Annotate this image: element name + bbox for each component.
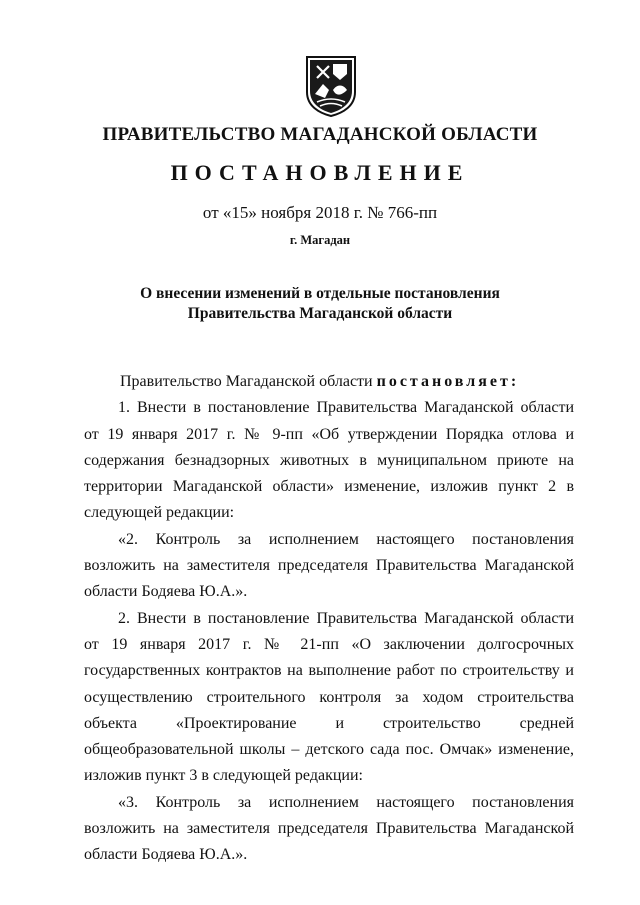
city-line: г. Магадан bbox=[289, 233, 351, 247]
intro-decree-word: постановляет: bbox=[376, 373, 520, 390]
document-body bbox=[84, 369, 574, 869]
subject-line-2: Правительства Магаданской области bbox=[187, 305, 453, 322]
item-1-quote-paragraph: «2. Контроль за исполнением настоящего постановления возложить на заместителя председателя Правительства Магаданской области Бодяева Ю.А.». bbox=[84, 530, 574, 601]
intro-paragraph bbox=[84, 369, 574, 395]
document-subject bbox=[0, 284, 640, 324]
organization-title: ПРАВИТЕЛЬСТВО МАГАДАНСКОЙ ОБЛАСТИ bbox=[102, 124, 538, 145]
date-number-line: от «15» ноября 2018 г. № 766-пп bbox=[202, 203, 438, 222]
document-type-heading: ПОСТАНОВЛЕНИЕ bbox=[170, 160, 470, 185]
item-2-paragraph: 2. Внести в постановление Правительства Магаданской области от 19 января 2017 г. № 21-пп «О заключении долгосрочных государственных контрактов на выполнение работ по строительству и осуществлению строительного контроля за ходом строительства объекта «Проектирование и строительство средней общеобразовательной школы – детского сада пос. Омчак» изменение, изложив пункт 3 в следующей редакции: bbox=[84, 609, 574, 785]
subject-line-1: О внесении изменений в отдельные постановления bbox=[140, 285, 500, 302]
coat-of-arms-icon bbox=[303, 54, 359, 118]
item-1-paragraph: 1. Внести в постановление Правительства Магаданской области от 19 января 2017 г. № 9-пп «Об утверждении Порядка отлова и содержания безнадзорных животных в муниципальном приюте на территории Магаданской области» изменение, изложив пункт 2 в следующей редакции: bbox=[84, 399, 574, 522]
item-2-quote-paragraph: «3. Контроль за исполнением настоящего постановления возложить на заместителя председателя Правительства Магаданской области Бодяева Ю.А.». bbox=[84, 793, 574, 864]
intro-prefix: Правительство Магаданской области bbox=[120, 373, 377, 390]
